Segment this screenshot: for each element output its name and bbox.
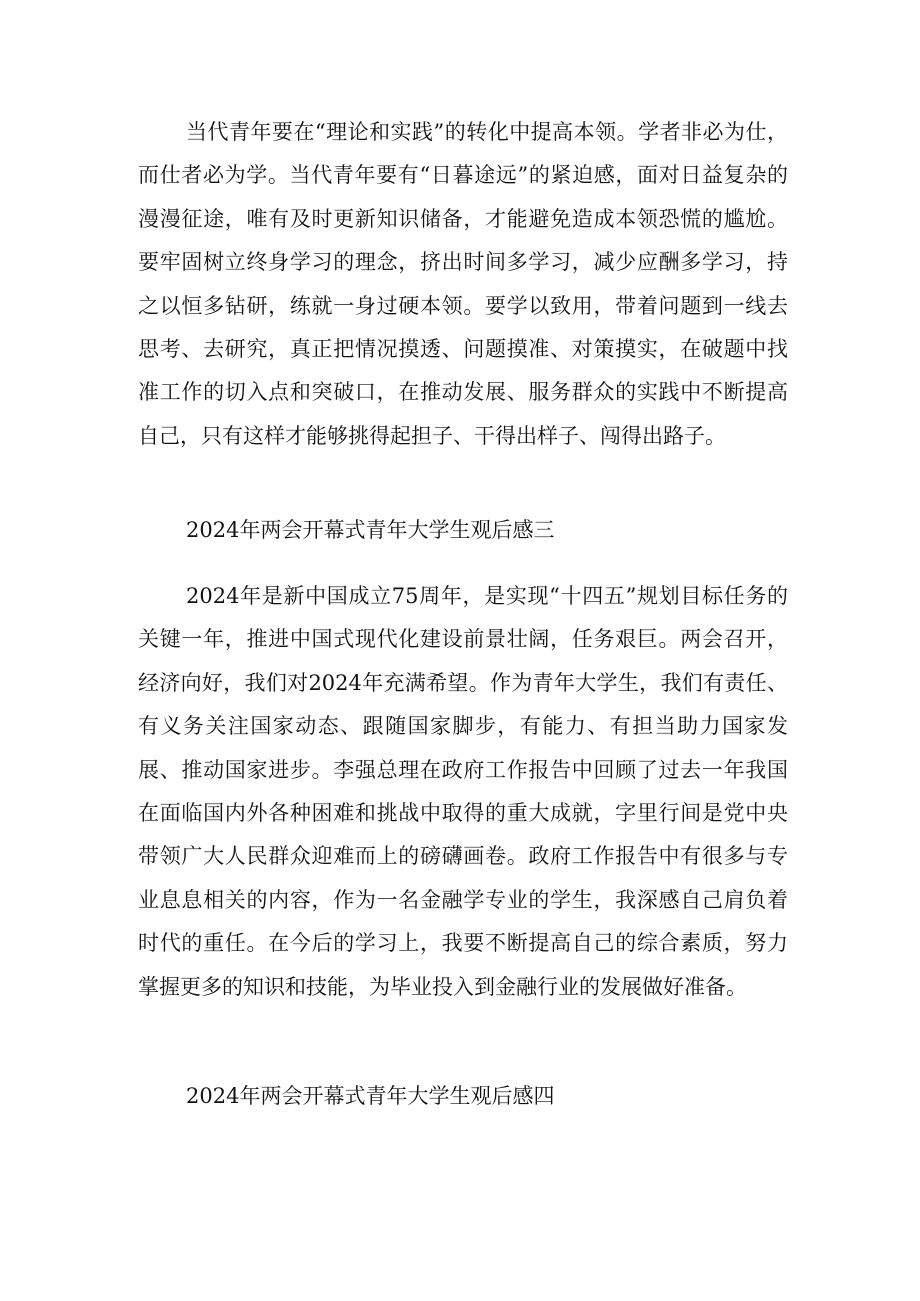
section-heading: 2024年两会开幕式青年大学生观后感三 [186,518,555,542]
section-heading: 2024年两会开幕式青年大学生观后感四 [186,1084,555,1108]
body-paragraph: 当代青年要在“理论和实践”的转化中提高本领。学者非必为仕，而仕者必为学。当代青年要有“日暮途远”的紧迫感，面对日益复杂的漫漫征途，唯有及时更新知识储备，才能避免造成本领恐慌的尴尬。要牢固树立终身学习的理念，挤出时间多学习，减少应酬多学习，持之以恒多钻研，练就一身过硬本领。要学以致用，带着问题到一线去思考、去研究，真正把情况摸透、问题摸准、对策摸实，在破题中找准工作的切入点和突破口，在推动发展、服务群众的实践中不断提高自己，只有这样才能够挑得起担子、干得出样子、闯得出路子。 [138,120,788,448]
body-paragraph: 2024年是新中国成立75周年，是实现“十四五”规划目标任务的关键一年，推进中国式现代化建设前景壮阔，任务艰巨。两会召开，经济向好，我们对2024年充满希望。作为青年大学生，我们有责任、有义务关注国家动态、跟随国家脚步，有能力、有担当助力国家发展、推动国家进步。李强总理在政府工作报告中回顾了过去一年我国在面临国内外各种困难和挑战中取得的重大成就，字里行间是党中央带领广大人民群众迎难而上的磅礴画卷。政府工作报告中有很多与专业息息相关的内容，作为一名金融学专业的学生，我深感自己肩负着时代的重任。在今后的学习上，我要不断提高自己的综合素质，努力掌握更多的知识和技能，为毕业投入到金融行业的发展做好准备。 [138,584,788,999]
